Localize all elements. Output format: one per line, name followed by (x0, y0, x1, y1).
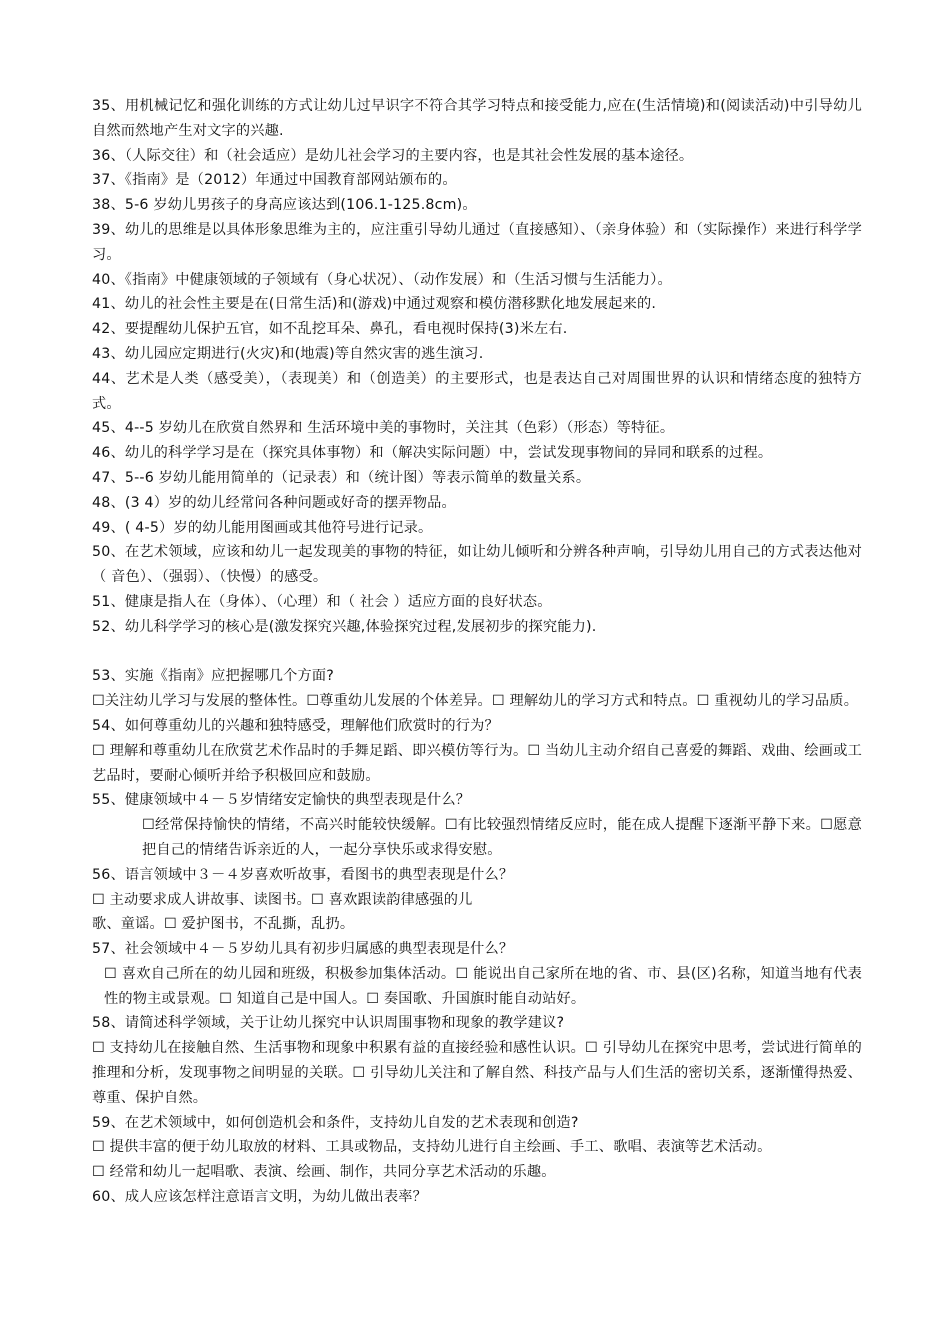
answer-58: ☐ 支持幼儿在接触自然、生活事物和现象中积累有益的直接经验和感性认识。☐ 引导幼儿在探究中思考，尝试进行简单的推理和分析，发现事物之间明显的关联。☐ 引导幼儿关注和了解自然、科技产品与人们生活的密切关系，逐渐懂得热爱、尊重、保护自然。 (92, 1040, 862, 1106)
item-48: 48、(3 4）岁的幼儿经常问各种问题或好奇的摆弄物品。 (92, 494, 456, 511)
question-58: 58、请简述科学领域，关于让幼儿探究中认识周围事物和现象的教学建议? (92, 1015, 565, 1032)
item-35: 35、用机械记忆和强化训练的方式让幼儿过早识字不符合其学习特点和接受能力,应在(生活情境)和(阅读活动)中引导幼儿自然而然地产生对文字的兴趣. (92, 98, 862, 139)
answer-56-continued: 歌、童谣。☐ 爱护图书，不乱撕，乱扔。 (92, 916, 355, 933)
answer-56: ☐ 主动要求成人讲故事、读图书。☐ 喜欢跟读韵律感强的儿 (92, 891, 473, 908)
item-36: 36、（人际交往）和（社会适应）是幼儿社会学习的主要内容，也是其社会性发展的基本途径。 (92, 147, 694, 164)
section-gap (92, 640, 862, 665)
item-43: 43、幼儿园应定期进行(火灾)和(地震)等自然灾害的逃生演习. (92, 345, 484, 362)
item-39: 39、幼儿的思维是以具体形象思维为主的，应注重引导幼儿通过（直接感知）、（亲身体验）和（实际操作）来进行科学学习。 (92, 221, 862, 263)
question-56: 56、语言领域中３－４岁喜欢听故事，看图书的典型表现是什么？ (92, 866, 514, 883)
answer-57: ☐ 喜欢自己所在的幼儿园和班级，积极参加集体活动。☐ 能说出自己家所在地的省、市、县(区)名称，知道当地有代表性的物主或景观。☐ 知道自己是中国人。☐ 奏国歌、升国旗时能自动站好。 (104, 965, 862, 1007)
answer-54: ☐ 理解和尊重幼儿在欣赏艺术作品时的手舞足蹈、即兴模仿等行为。☐ 当幼儿主动介绍自己喜爱的舞蹈、戏曲、绘画或工艺品时，要耐心倾听并给予积极回应和鼓励。 (92, 742, 862, 784)
item-47: 47、5--6 岁幼儿能用简单的（记录表）和（统计图）等表示简单的数量关系。 (92, 469, 591, 486)
item-42: 42、要提醒幼儿保护五官，如不乱挖耳朵、鼻孔，看电视时保持(3)米左右. (92, 321, 568, 338)
item-45: 45、4--5 岁幼儿在欣赏自然界和 生活环境中美的事物时，关注其（色彩）（形态）等特征。 (92, 420, 675, 437)
item-50: 50、在艺术领域，应该和幼儿一起发现美的事物的特征，如让幼儿倾听和分辨各种声响，引导幼儿用自己的方式表达他对（ 音色）、（强弱）、（快慢）的感受。 (92, 544, 862, 586)
item-40: 40、《指南》中健康领域的子领域有（身心状况）、（动作发展）和（生活习惯与生活能力）。 (92, 271, 672, 288)
item-51: 51、健康是指人在（身体）、（心理）和（ 社会 ）适应方面的良好状态。 (92, 593, 552, 610)
answer-59: ☐ 提供丰富的便于幼儿取放的材料、工具或物品，支持幼儿进行自主绘画、手工、歌唱、表演等艺术活动。 (92, 1139, 772, 1156)
item-37: 37、《指南》是（2012）年通过中国教育部网站颁布的。 (92, 172, 457, 189)
item-52: 52、幼儿科学学习的核心是(激发探究兴趣,体验探究过程,发展初步的探究能力). (92, 618, 597, 635)
question-55: 55、健康领域中４－５岁情绪安定愉快的典型表现是什么？ (92, 792, 471, 809)
answer-59-continued: ☐ 经常和幼儿一起唱歌、表演、绘画、制作，共同分享艺术活动的乐趣。 (92, 1164, 556, 1181)
question-59: 59、在艺术领域中，如何创造机会和条件，支持幼儿自发的艺术表现和创造? (92, 1114, 579, 1131)
item-41: 41、幼儿的社会性主要是在(日常生活)和(游戏)中通过观察和模仿潜移默化地发展起来的. (92, 296, 657, 313)
item-46: 46、幼儿的科学学习是在（探究具体事物）和（解决实际问题）中，尝试发现事物间的异同和联系的过程。 (92, 445, 773, 462)
question-54: 54、如何尊重幼儿的兴趣和独特感受，理解他们欣赏时的行为？ (92, 717, 499, 734)
item-49: 49、( 4-5）岁的幼儿能用图画或其他符号进行记录。 (92, 519, 433, 536)
question-57: 57、社会领域中４－５岁幼儿具有初步归属感的典型表现是什么？ (92, 941, 514, 958)
item-44: 44、艺术是人类（感受美），（表现美）和（创造美）的主要形式，也是表达自己对周围世界的认识和情绪态度的独特方式。 (92, 370, 862, 412)
answer-55: ☐经常保持愉快的情绪，不高兴时能较快缓解。☐有比较强烈情绪反应时，能在成人提醒下逐渐平静下来。☐愿意把自己的情绪告诉亲近的人，一起分享快乐或求得安慰。 (142, 817, 862, 858)
answer-53: ☐关注幼儿学习与发展的整体性。☐尊重幼儿发展的个体差异。☐ 理解幼儿的学习方式和特点。☐ 重视幼儿的学习品质。 (92, 693, 859, 710)
question-60: 60、成人应该怎样注意语言文明，为幼儿做出表率？ (92, 1189, 427, 1206)
document-page (92, 94, 862, 1210)
item-38: 38、5-6 岁幼儿男孩子的身高应该达到(106.1-125.8cm)。 (92, 197, 477, 214)
question-53: 53、实施《指南》应把握哪几个方面? (92, 668, 334, 685)
